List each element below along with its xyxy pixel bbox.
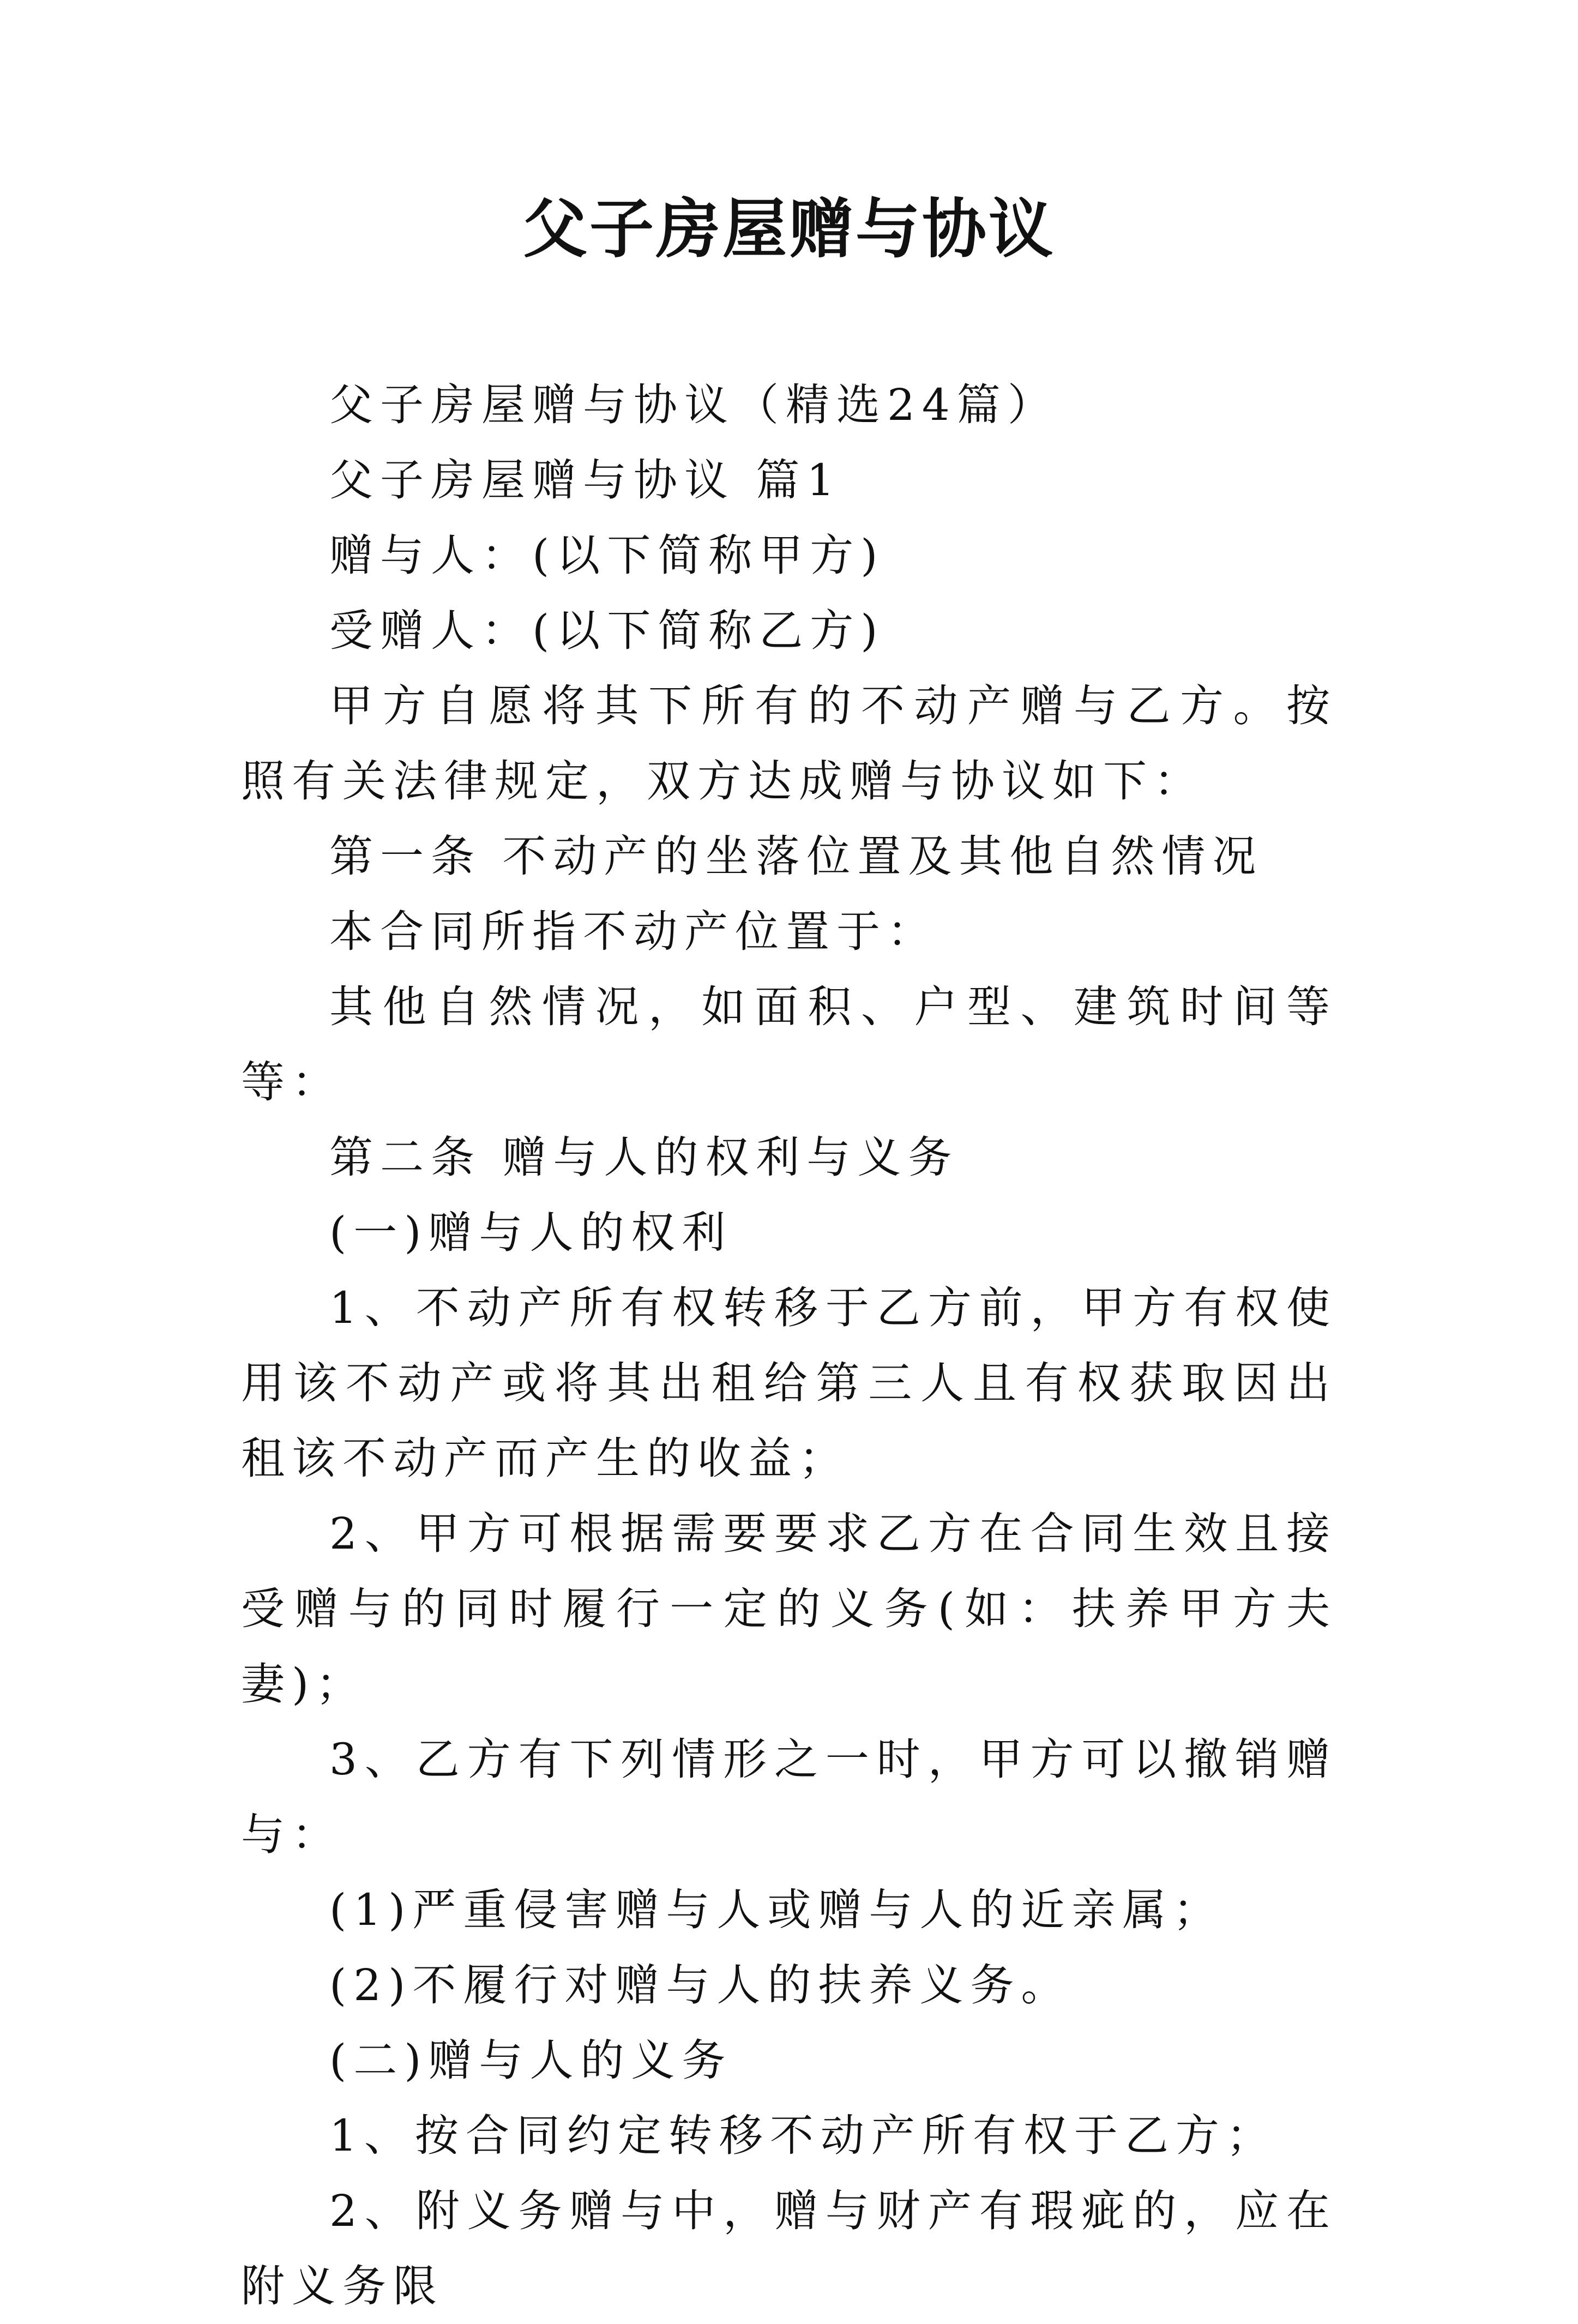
paragraph: 1、按合同约定转移不动产所有权于乙方； — [329, 2110, 1277, 2161]
paragraph: 父子房屋赠与协议（精选24篇） — [329, 380, 1058, 430]
paragraph: 赠与人：(以下简称甲方) — [329, 530, 885, 581]
paragraph: 其他自然情况，如面积、户型、建筑时间等等： — [241, 982, 1337, 1107]
paragraph: (一)赠与人的权利 — [329, 1207, 733, 1258]
paragraph: 3、乙方有下列情形之一时，甲方可以撤销赠与： — [241, 1734, 1337, 1860]
paragraph: 第一条 不动产的坐落位置及其他自然情况 — [329, 831, 1263, 882]
paragraph: 2、甲方可根据需要要求乙方在合同生效且接受赠与的同时履行一定的义务(如：扶养甲方夫妻)； — [241, 1508, 1337, 1709]
paragraph: 父子房屋赠与协议 篇1 — [329, 455, 842, 505]
document-body — [241, 368, 1337, 2324]
paragraph: 第二条 赠与人的权利与义务 — [329, 1132, 959, 1183]
paragraph: 1、不动产所有权转移于乙方前，甲方有权使用该不动产或将其出租给第三人且有权获取因出租该不动产而产生的收益； — [241, 1283, 1337, 1484]
paragraph: 甲方自愿将其下所有的不动产赠与乙方。按照有关法律规定，双方达成赠与协议如下： — [241, 681, 1337, 806]
paragraph: (二)赠与人的义务 — [329, 2035, 733, 2086]
paragraph: (2)不履行对赠与人的扶养义务。 — [329, 1960, 1072, 2010]
document-title: 父子房屋赠与协议 — [522, 191, 1055, 267]
paragraph: 受赠人：(以下简称乙方) — [329, 605, 885, 656]
paragraph: (1)严重侵害赠与人或赠与人的近亲属； — [329, 1885, 1224, 1935]
paragraph: 本合同所指不动产位置于： — [329, 906, 938, 957]
paragraph: 2、附义务赠与中，赠与财产有瑕疵的，应在附义务限 — [241, 2185, 1337, 2311]
